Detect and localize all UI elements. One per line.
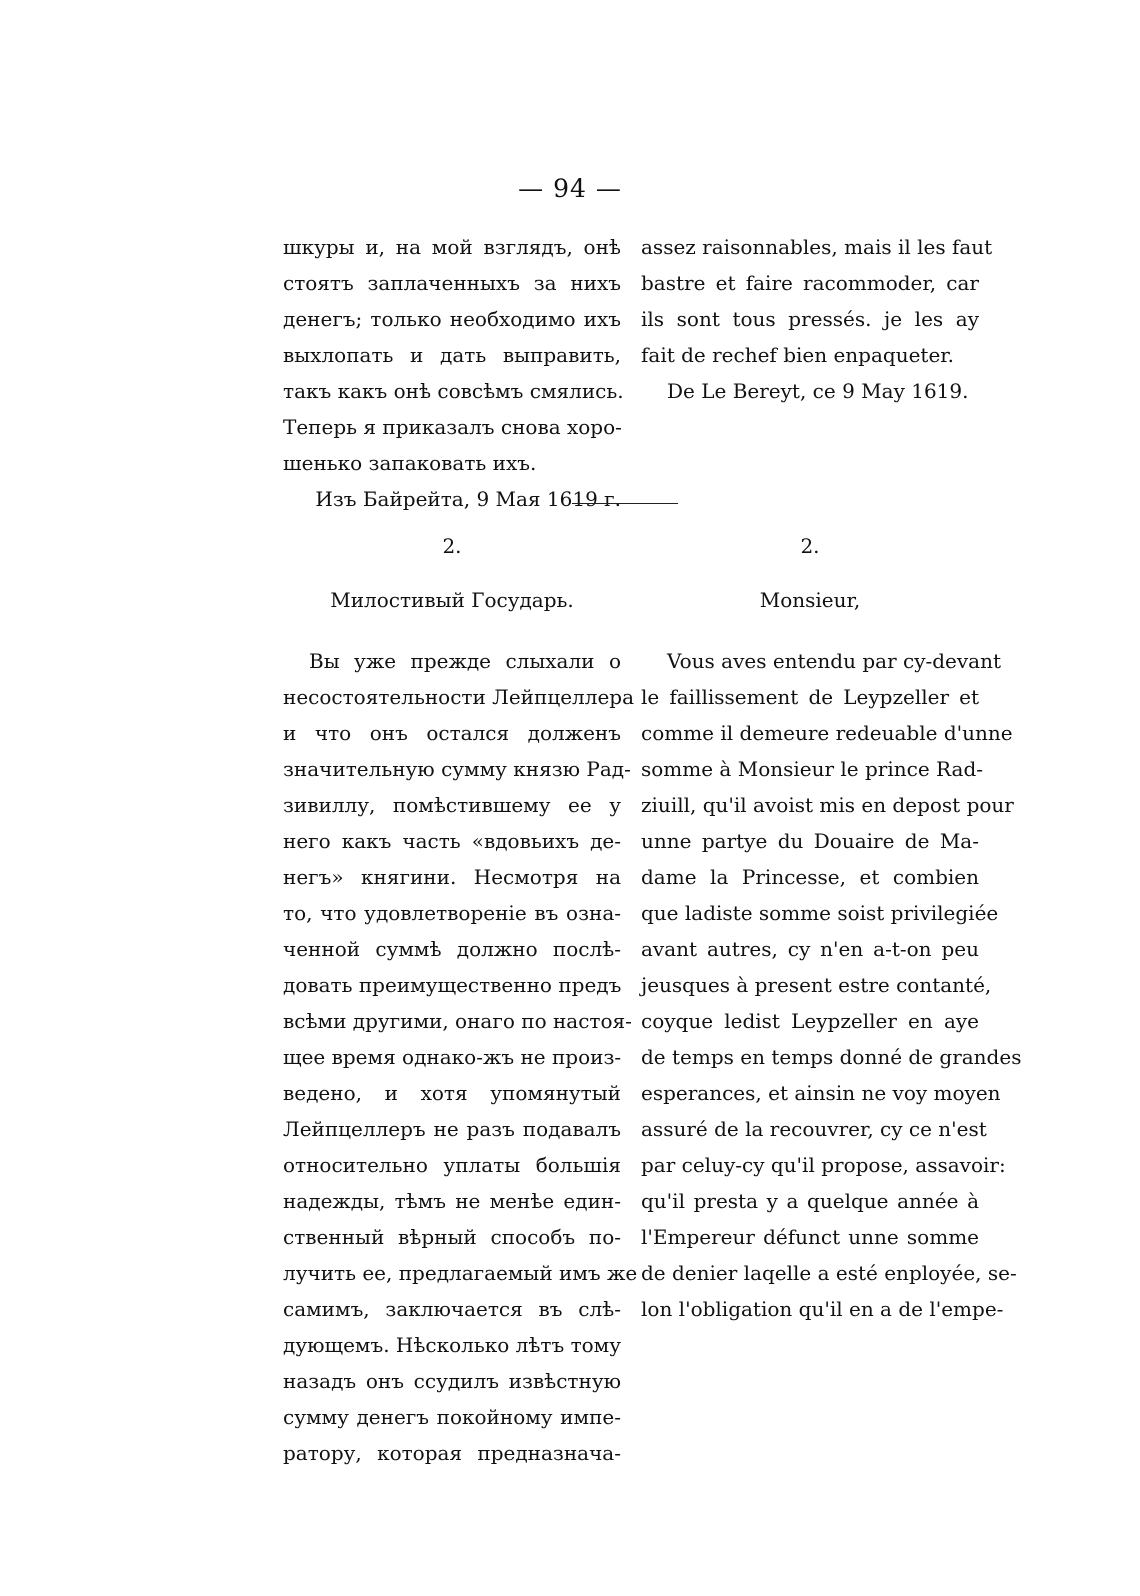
text-line: относительно уплаты большія: [283, 1153, 621, 1177]
text-line: assez raisonnables, mais il les faut: [641, 235, 993, 259]
text-line: шкуры и, на мой взглядъ, онѣ: [283, 235, 621, 259]
text-line: самимъ, заключается въ слѣ-: [283, 1297, 621, 1321]
text-line: выхлопать и дать выправить,: [283, 343, 621, 367]
text-line: Vous aves entendu par cy-devant: [667, 649, 1002, 673]
page-number: — 94 —: [518, 174, 622, 203]
text-line: l'Empereur défunct unne somme: [641, 1225, 979, 1249]
text-line: esperances, et ainsin ne voy moyen: [641, 1081, 1001, 1105]
text-line: и что онъ остался долженъ: [283, 721, 621, 745]
text-line: несостоятельности Лейпцеллера: [283, 685, 635, 709]
letter-body-russian: [283, 643, 638, 1471]
text-line: довать преимущественно предъ: [283, 973, 622, 997]
text-line: jeusques à present estre contanté,: [641, 973, 992, 997]
text-line: ziuill, qu'il avoist mis en depost pour: [641, 793, 1014, 817]
text-line: назадъ онъ ссудилъ извѣстную: [283, 1369, 621, 1393]
text-line: fait de rechef bien enpaqueter.: [641, 343, 955, 367]
text-line: сумму денегъ покойному импе-: [283, 1405, 621, 1429]
text-line: assuré de la recouvrer, cy ce n'est: [641, 1117, 987, 1141]
text-line: bastre et faire racommoder, car: [641, 271, 979, 295]
text-line: ils sont tous pressés. je les ay: [641, 307, 979, 331]
dateline-russian: Изъ Байрейта, 9 Мая 1619 г.: [315, 487, 621, 511]
text-line: Теперь я приказалъ снова хоро-: [283, 415, 622, 439]
text-line: денегъ; только необходимо ихъ: [283, 307, 621, 331]
letter-body-french: [641, 643, 1022, 1327]
text-line: unne partye du Douaire de Ma-: [641, 829, 979, 853]
text-line: de denier laqelle a esté enployée, se-: [641, 1261, 1017, 1285]
text-line: dame la Princesse, et combien: [641, 865, 979, 889]
dateline-french: De Le Bereyt, ce 9 May 1619.: [667, 379, 969, 403]
text-line: comme il demeure redeuable d'unne: [641, 721, 1013, 745]
text-line: надежды, тѣмъ не менѣе един-: [283, 1189, 621, 1213]
salutation-russian: Милостивый Государь.: [330, 588, 574, 612]
text-line: то, что удовлетвореніе въ озна-: [283, 901, 621, 925]
text-line: всѣми другими, онаго по настоя-: [283, 1009, 632, 1033]
text-line: que ladiste somme soist privilegiée: [641, 901, 999, 925]
text-line: avant autres, cy n'en a-t-on peu: [641, 937, 979, 961]
text-line: такъ какъ онѣ совсѣмъ смялись.: [283, 379, 624, 403]
letter-number-russian: 2.: [442, 534, 462, 558]
text-line: негъ» княгини. Несмотря на: [283, 865, 621, 889]
text-line: щее время однако-жъ не произ-: [283, 1045, 622, 1069]
salutation-french: Monsieur,: [759, 588, 861, 612]
section-divider: [572, 503, 678, 504]
prev-letter-french-column: [641, 229, 993, 409]
text-line: дующемъ. Нѣсколько лѣтъ тому: [283, 1333, 621, 1357]
prev-letter-russian-column: [283, 229, 624, 517]
text-line: лучить ее, предлагаемый имъ же: [283, 1261, 638, 1285]
text-line: le faillissement de Leypzeller et: [641, 685, 979, 709]
text-line: значительную сумму князю Рад-: [283, 757, 631, 781]
text-line: шенько запаковать ихъ.: [283, 451, 537, 475]
text-line: зивиллу, помѣстившему ее у: [283, 793, 621, 817]
text-line: somme à Monsieur le prince Rad-: [641, 757, 984, 781]
text-line: Вы уже прежде слыхали о: [309, 649, 621, 673]
text-line: par celuy-cy qu'il propose, assavoir:: [641, 1153, 1006, 1177]
text-line: стоятъ заплаченныхъ за нихъ: [283, 271, 621, 295]
text-line: qu'il presta y a quelque année à: [641, 1189, 979, 1213]
text-line: ственный вѣрный способъ по-: [283, 1225, 621, 1249]
text-line: ведено, и хотя упомянутый: [283, 1081, 621, 1105]
letter-number-french: 2.: [800, 534, 820, 558]
text-line: Лейпцеллеръ не разъ подавалъ: [283, 1117, 621, 1141]
text-line: lon l'obligation qu'il en a de l'empe-: [641, 1297, 1004, 1321]
text-line: coyque ledist Leypzeller en aye: [641, 1009, 979, 1033]
text-line: de temps en temps donné de grandes: [641, 1045, 1022, 1069]
text-line: ченной суммѣ должно послѣ-: [283, 937, 621, 961]
text-line: него какъ часть «вдовьихъ де-: [283, 829, 621, 853]
text-line: ратору, которая предназнача-: [283, 1441, 621, 1465]
